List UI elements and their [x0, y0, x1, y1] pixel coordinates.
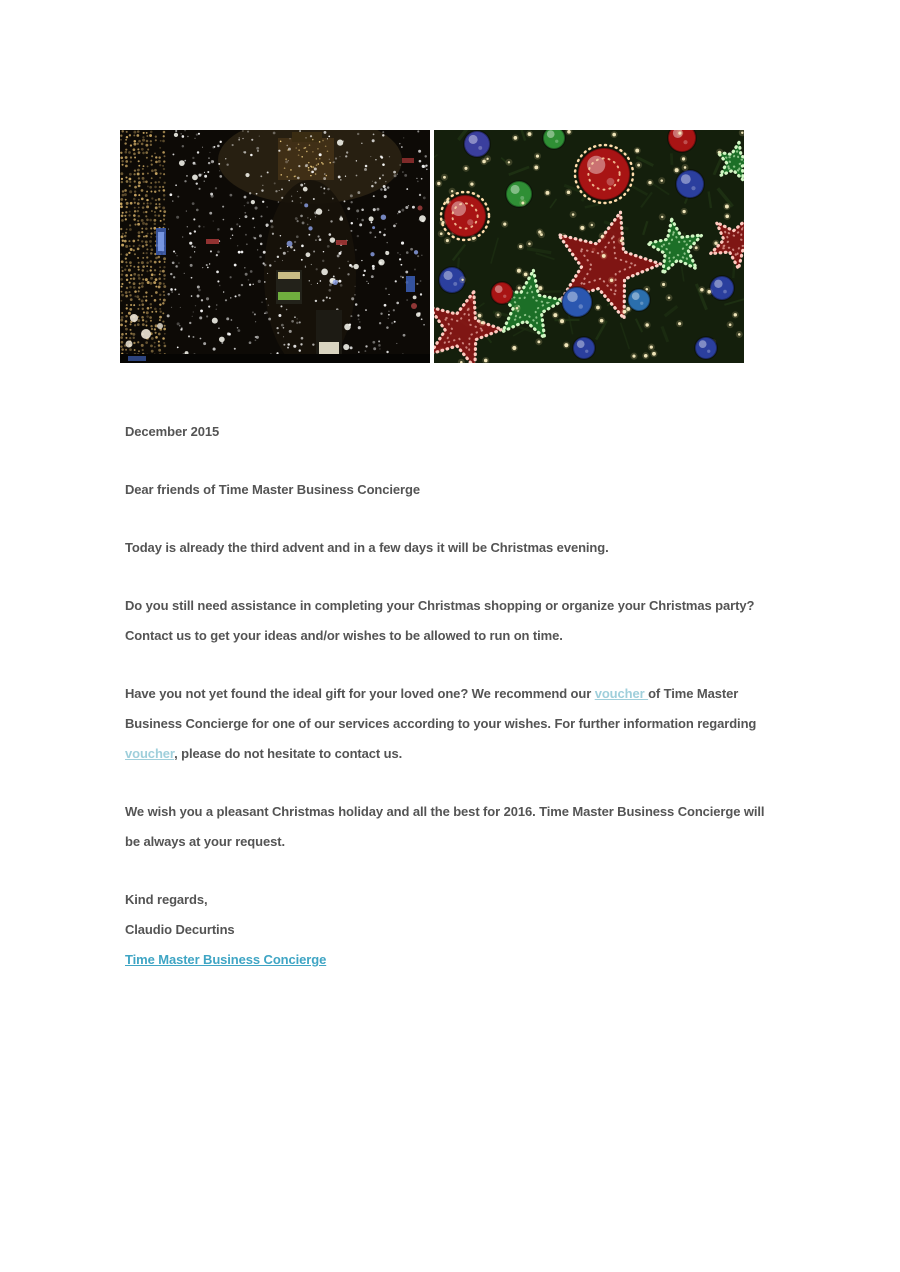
- letter-body: [125, 417, 775, 975]
- text-span: Today is already the third advent and in a few days it will be Christmas evening.: [125, 540, 609, 555]
- text-span: , please do not hesitate to contact us.: [174, 746, 403, 761]
- text-span: be always at your request.: [125, 834, 285, 849]
- text-line: [125, 915, 775, 945]
- text-span: Business Concierge for one of our services according to your wishes. For further information regarding: [125, 716, 757, 731]
- text-line: [125, 591, 775, 621]
- text-span: Do you still need assistance in completing your Christmas shopping or organize your Christmas party?: [125, 598, 755, 613]
- text-line: [125, 885, 775, 915]
- voucher-link[interactable]: voucher: [125, 746, 175, 761]
- text-span: December 2015: [125, 424, 220, 439]
- para-shopping: [125, 591, 775, 651]
- signature: [125, 885, 775, 975]
- text-line: [125, 417, 775, 447]
- text-line: [125, 739, 775, 769]
- date-line: [125, 417, 775, 447]
- text-line: [125, 797, 775, 827]
- text-line: [125, 679, 775, 709]
- voucher-link[interactable]: voucher: [594, 686, 649, 701]
- text-line: [125, 945, 775, 975]
- city-christmas-lights-photo: [120, 130, 430, 363]
- text-line: [125, 621, 775, 651]
- header-photos: [120, 130, 744, 363]
- text-line: [125, 533, 775, 563]
- para-advent: [125, 533, 775, 563]
- text-line: [125, 827, 775, 857]
- christmas-tree-ornaments-photo: [434, 130, 744, 363]
- text-span: of Time Master: [648, 686, 739, 701]
- company-link[interactable]: Time Master Business Concierge: [125, 952, 327, 967]
- text-span: Kind regards,: [125, 892, 208, 907]
- text-span: Claudio Decurtins: [125, 922, 235, 937]
- text-span: Have you not yet found the ideal gift for your loved one? We recommend our: [125, 686, 595, 701]
- text-line: [125, 709, 775, 739]
- para-voucher: [125, 679, 775, 769]
- salutation: [125, 475, 775, 505]
- text-span: We wish you a pleasant Christmas holiday and all the best for 2016. Time Master Business Concierge will: [125, 804, 765, 819]
- para-wishes: [125, 797, 775, 857]
- text-span: Dear friends of Time Master Business Concierge: [125, 482, 420, 497]
- text-span: Contact us to get your ideas and/or wishes to be allowed to run on time.: [125, 628, 563, 643]
- text-line: [125, 475, 775, 505]
